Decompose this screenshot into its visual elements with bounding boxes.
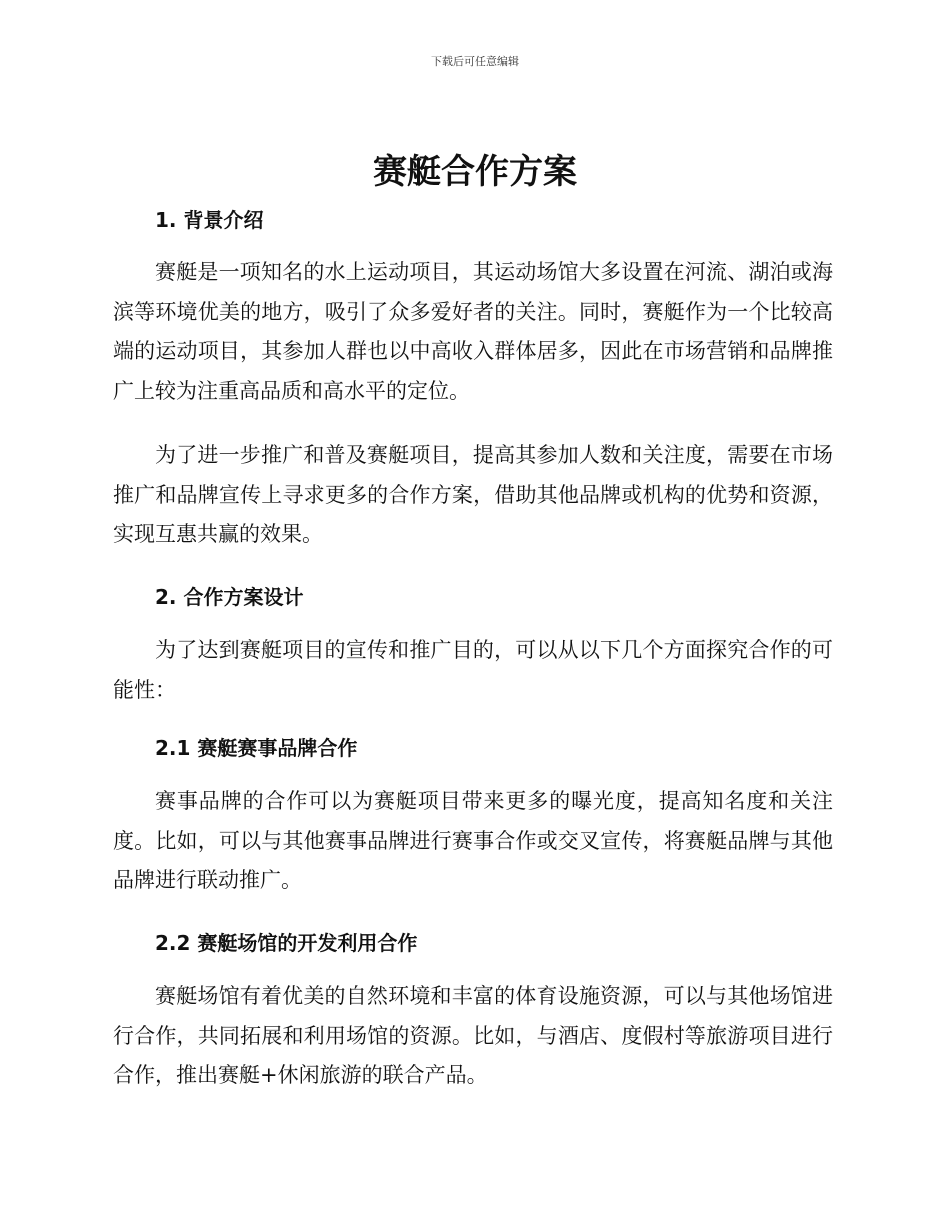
document-title: 赛艇合作方案 — [373, 152, 577, 192]
section-heading-background: 1. 背景介绍 — [155, 208, 264, 232]
paragraph-background-2: 为了进一步推广和普及赛艇项目，提高其参加人数和关注度，需要在市场推广和品牌宣传上寻求更多的合作方案，借助其他品牌或机构的优势和资源，实现互惠共赢的效果。 — [113, 443, 833, 546]
paragraph-venue-development: 赛艇场馆有着优美的自然环境和丰富的体育设施资源，可以与其他场馆进行合作，共同拓展和利用场馆的资源。比如，与酒店、度假村等旅游项目进行合作，推出赛艇+休闲旅游的联合产品。 — [113, 984, 833, 1087]
page-header-note: 下载后可任意编辑 — [431, 55, 519, 68]
paragraph-event-brand: 赛事品牌的合作可以为赛艇项目带来更多的曝光度，提高知名度和关注度。比如，可以与其他赛事品牌进行赛事合作或交叉宣传，将赛艇品牌与其他品牌进行联动推广。 — [113, 789, 833, 892]
paragraph-background-1: 赛艇是一项知名的水上运动项目，其运动场馆大多设置在河流、湖泊或海滨等环境优美的地方，吸引了众多爱好者的关注。同时，赛艇作为一个比较高端的运动项目，其参加人群也以中高收入群体居多，因此在市场营销和品牌推广上较为注重高品质和高水平的定位。 — [113, 260, 833, 403]
paragraph-cooperation-design: 为了达到赛艇项目的宣传和推广目的，可以从以下几个方面探究合作的可能性： — [113, 638, 833, 702]
section-heading-event-brand: 2.1 赛艇赛事品牌合作 — [155, 736, 358, 760]
section-heading-venue-development: 2.2 赛艇场馆的开发利用合作 — [155, 931, 418, 955]
section-heading-cooperation-design: 2. 合作方案设计 — [155, 585, 304, 609]
